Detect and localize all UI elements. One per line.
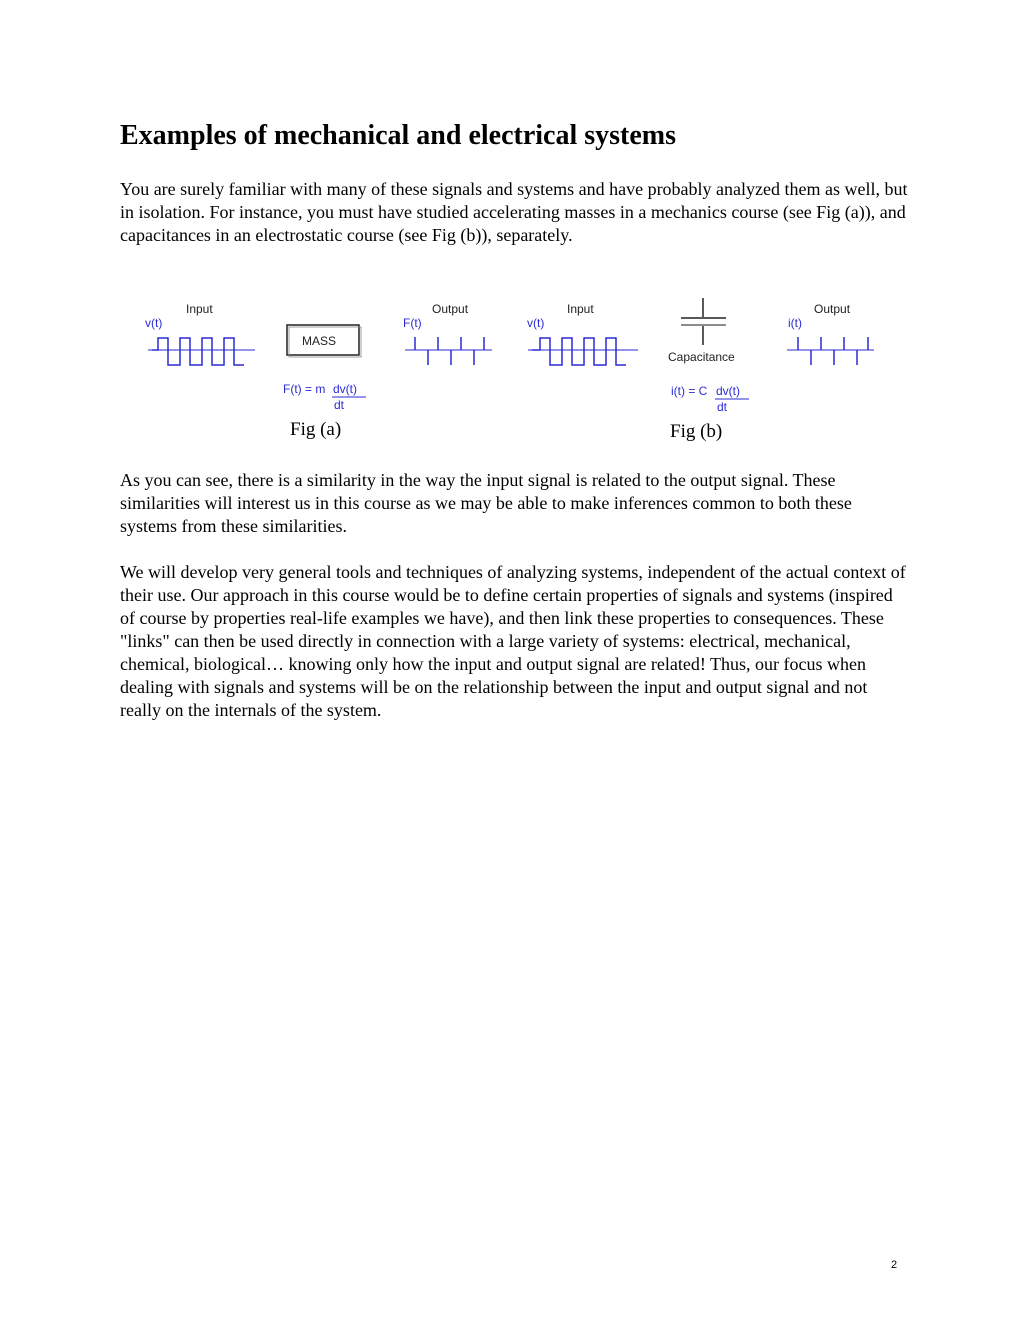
fig-a-input-square-wave [148, 338, 255, 365]
fig-b-input-label: Input [567, 302, 594, 316]
page-number: 2 [891, 1259, 898, 1271]
figure-a [140, 295, 380, 445]
fig-a-equation [283, 382, 366, 412]
fig-a-input-label: Input [186, 302, 213, 316]
fig-b-output-signal-label: i(t) [788, 316, 802, 330]
fig-b-equation [671, 384, 749, 414]
fig-b-caption: Fig (b) [670, 421, 723, 442]
fig-a-mass-box [287, 325, 361, 357]
similarity-paragraph: As you can see, there is a similarity in the way the input signal is related to the output signal. These similarities will interest us in this course as we may be able to make inferences common to both these systems from these similarities. [120, 470, 852, 536]
figure-a-output [400, 295, 500, 375]
fig-a-output-label: Output [432, 302, 469, 316]
approach-paragraph: We will develop very general tools and techniques of analyzing systems, independent of the actual context of their use. Our approach in this course would be to define certain properties of signals and systems (inspired of course by properties real-life examples we have), and then link these properties to consequences. These "links" can then be used directly in connection with a large variety of systems: electrical, mechanical, chemical, biological… knowing only how the input and output signal are related! Thus, our focus when dealing with signals and systems will be on the relationship between the input and output signal and not really on the internals of the system. [120, 562, 906, 720]
fig-b-equation-denominator: dt [717, 400, 728, 414]
fig-a-output-impulses [405, 337, 492, 365]
capacitor-icon [681, 298, 726, 345]
figure-b-output [782, 295, 882, 375]
page-title: Examples of mechanical and electrical systems [120, 120, 677, 151]
fig-b-output-impulses [787, 337, 874, 365]
fig-b-input-signal-label: v(t) [527, 316, 545, 330]
fig-a-equation-lhs: F(t) = m [283, 382, 326, 396]
fig-a-input-signal-label: v(t) [145, 316, 163, 330]
fig-b-system-label: Capacitance [668, 350, 735, 364]
fig-a-equation-denominator: dt [334, 398, 345, 412]
figure-b [520, 295, 760, 445]
fig-b-equation-lhs: i(t) = C [671, 384, 708, 398]
fig-a-output-signal-label: F(t) [403, 316, 422, 330]
fig-a-caption: Fig (a) [290, 419, 342, 440]
fig-b-output-label: Output [814, 302, 851, 316]
fig-b-input-square-wave [528, 338, 638, 365]
fig-b-equation-numerator: dv(t) [716, 384, 740, 398]
fig-a-equation-numerator: dv(t) [333, 382, 357, 396]
intro-paragraph: You are surely familiar with many of these signals and systems and have probably analyzed them as well, but in isolation. For instance, you must have studied accelerating masses in a mechanics course (see Fig (a)), and capacitances in an electrostatic course (see Fig (b)), separately. [120, 179, 908, 245]
fig-a-system-label: MASS [302, 334, 337, 348]
